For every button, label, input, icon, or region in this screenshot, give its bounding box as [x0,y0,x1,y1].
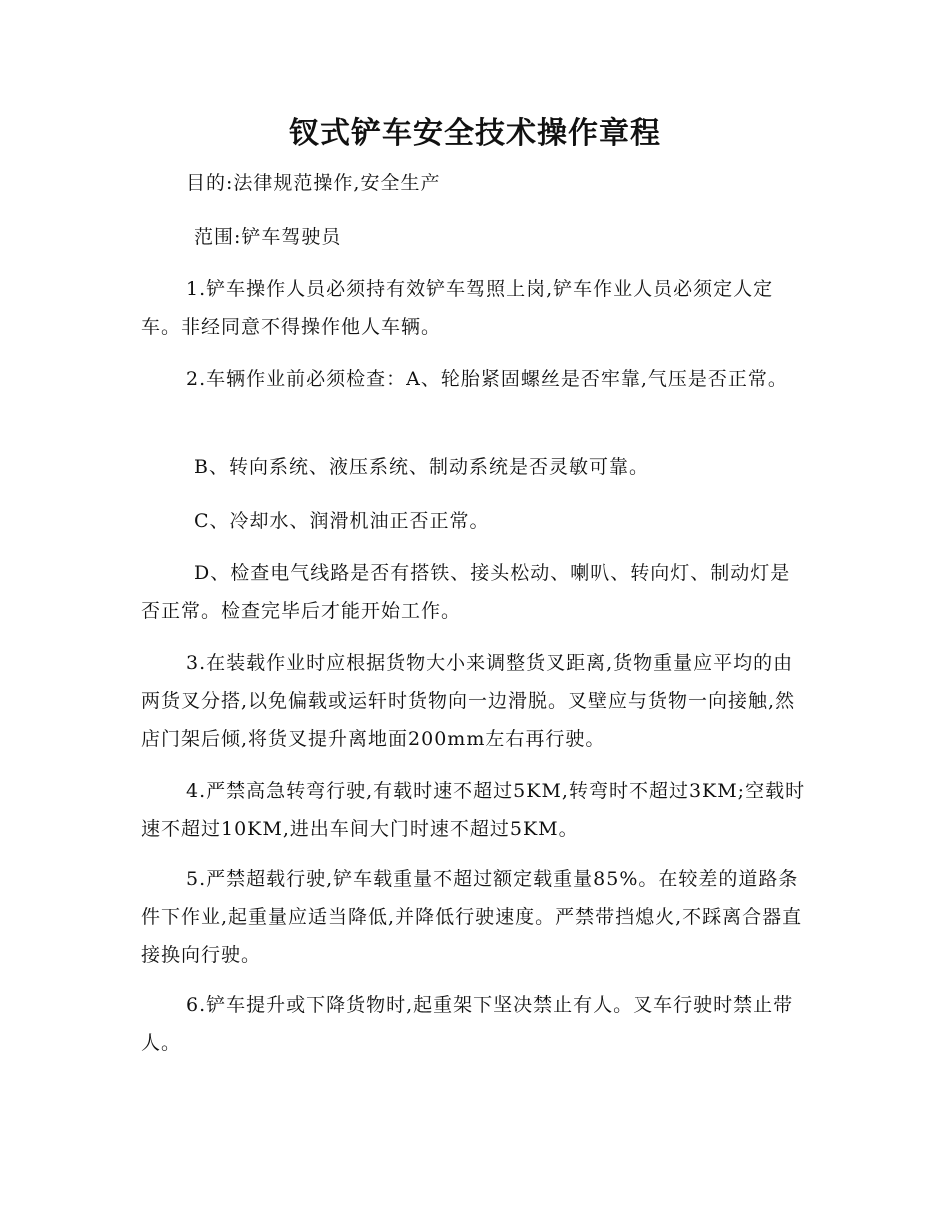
document-title: 钗式铲车安全技术操作章程 [289,116,661,151]
rule-paragraph-6: 6.铲车提升或下降货物时,起重架下坚决禁止有人。叉车行驶时禁止带人。 [141,994,794,1054]
rule-paragraph-3: 3.在装载作业时应根据货物大小来调整货叉距离,货物重量应平均的由两货叉分搭,以免偏载或运轩时货物向一边滑脱。叉壁应与货物一向接触,然店门架后倾,将货叉提升离地面200mm左右再行驶。 [141,652,796,750]
rule-paragraph-2: 2.车辆作业前必须检查：A、轮胎紧固螺丝是否牢靠,气压是否正常。 [186,368,788,390]
rule-paragraph-2b: B、转向系统、液压系统、制动系统是否灵敏可靠。 [194,456,649,478]
scope-line: 范围:铲车驾驶员 [194,226,342,248]
purpose-line: 目的:法律规范操作,安全生产 [186,172,441,194]
rule-paragraph-1: 1.铲车操作人员必须持有效铲车驾照上岗,铲车作业人员必须定人定车。非经同意不得操作他人车辆。 [141,278,774,338]
rule-paragraph-2c: C、冷却水、润滑机油正否正常。 [194,510,490,532]
rule-paragraph-2d: D、检查电气线路是否有搭铁、接头松动、喇叭、转向灯、制动灯是否正常。检查完毕后才能开始工作。 [141,562,791,622]
rule-paragraph-5: 5.严禁超载行驶,铲车载重量不超过额定载重量85%。在较差的道路条件下作业,起重量应适当降低,并降低行驶速度。严禁带挡熄火,不踩离合器直接换向行驶。 [141,868,803,966]
rule-paragraph-4: 4.严禁高急转弯行驶,有载时速不超过5KM,转弯时不超过3KM;空载时速不超过10KM,进出车间大门时速不超过5KM。 [141,780,806,840]
